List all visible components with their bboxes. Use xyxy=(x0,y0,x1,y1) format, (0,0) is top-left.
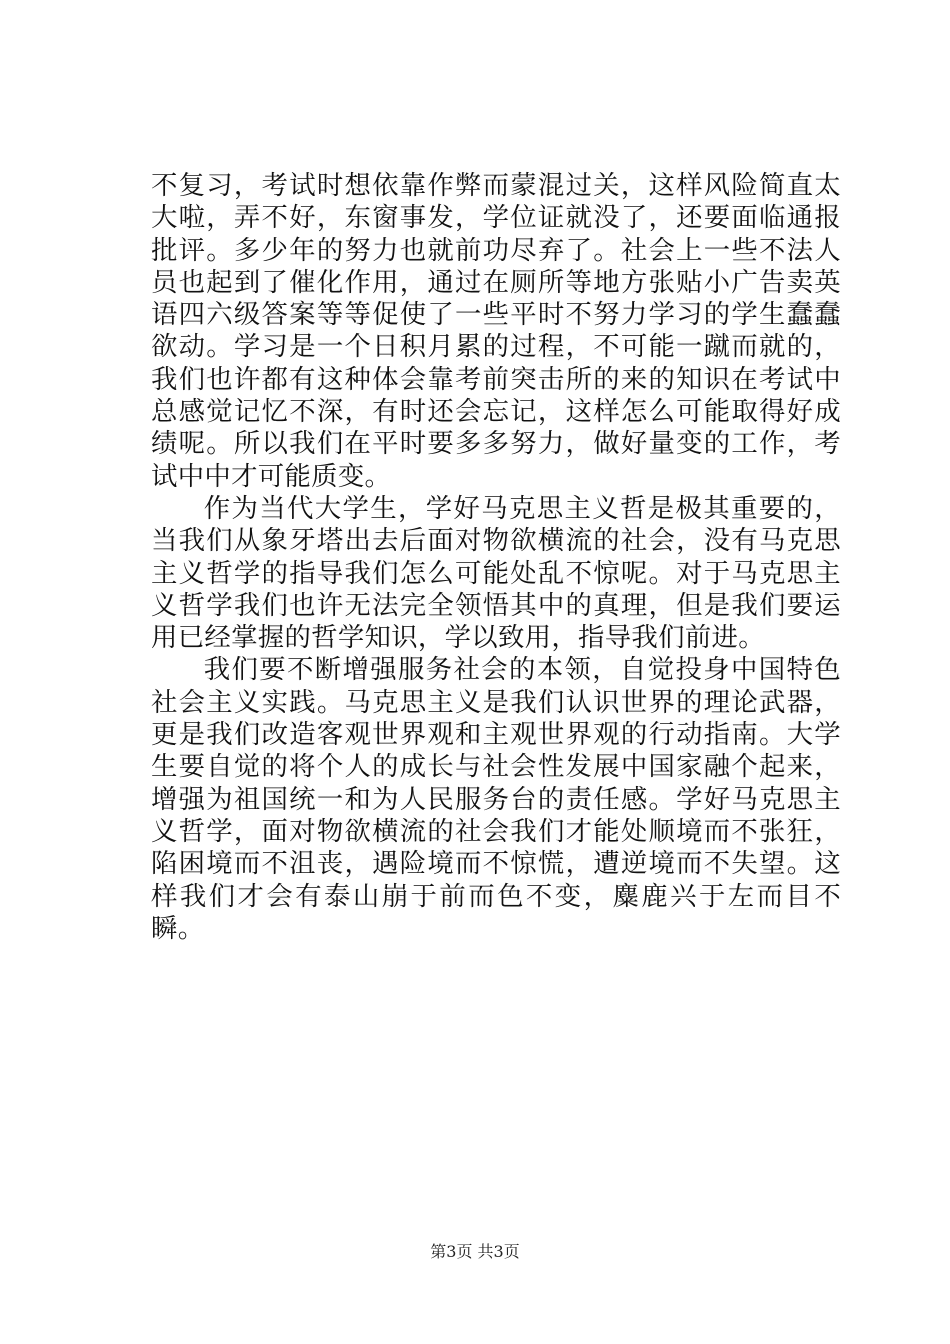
text-line: 改造客观世界观和主观世界观的行动指南。大学生要自觉的将 xyxy=(151,719,841,783)
text-line: 我们要不断增强服务社会的本领，自觉投身中国特色社会 xyxy=(151,654,841,718)
document-body xyxy=(151,170,841,945)
text-line: 年的努力也就前功尽弃了。社会上一些不法人员也起到了催化 xyxy=(151,234,842,298)
text-line: 好量变的工作，考试中中才可能质变。 xyxy=(151,428,841,492)
text-line: 许无法完全领悟其中的真理，但是我们要运用已经掌握的哲学 xyxy=(151,589,841,654)
text-line: 的社会我们才能处顺境而不张狂，陷困境而不沮丧，遇险境而 xyxy=(151,815,842,880)
text-line: 累的过程，不可能一蹴而就的，我们也许都有这种体会靠考前 xyxy=(151,331,841,395)
text-line: 这样怎么可能取得好成绩呢。所以我们在平时要多多努力，做 xyxy=(151,396,842,460)
text-line: 为人民服务台的责任感。学好马克思主义哲学，面对物欲横流 xyxy=(151,783,841,847)
text-line: 们从象牙塔出去后面对物欲横流的社会，没有马克思主义哲学 xyxy=(151,525,841,589)
text-line: 的指导我们怎么可能处乱不惊呢。对于马克思主义哲学我们也 xyxy=(151,557,841,621)
text-line: 个人的成长与社会性发展中国家融个起来，增强为祖国统一和 xyxy=(151,751,841,815)
text-line: 弄不好，东窗事发，学位证就没了，还要面临通报批评。多少 xyxy=(151,202,841,266)
paragraph-2 xyxy=(151,493,841,654)
text-line: 突击所的来的知识在考试中总感觉记忆不深，有时还会忘记， xyxy=(151,363,841,428)
text-line: 使了一些平时不努力学习的学生蠢蠢欲动。学习是一个日积月 xyxy=(151,299,841,363)
page-number-label: 第3页 共3页 xyxy=(430,1242,520,1261)
text-line: 作为当代大学生，学好马克思主义哲是极其重要的，当我 xyxy=(151,492,841,557)
text-line: 主义实践。马克思主义是我们认识世界的理论武器，更是我们 xyxy=(151,686,841,751)
paragraph-1 xyxy=(151,170,841,493)
text-line: 作用，通过在厕所等地方张贴小广告卖英语四六级答案等等促 xyxy=(151,266,841,331)
text-line: 不复习，考试时想依靠作弊而蒙混过关，这样风险简直太大啦， xyxy=(151,170,841,234)
text-line: 知识，学以致用，指导我们前进。 xyxy=(364,622,765,654)
text-line: 不惊慌，遭逆境而不失望。这样我们才会有泰山崩于前而色不 xyxy=(151,848,841,912)
page-footer xyxy=(0,1242,950,1262)
text-line: 变，麋鹿兴于左而目不瞬。 xyxy=(151,880,842,944)
paragraph-3 xyxy=(151,654,841,945)
